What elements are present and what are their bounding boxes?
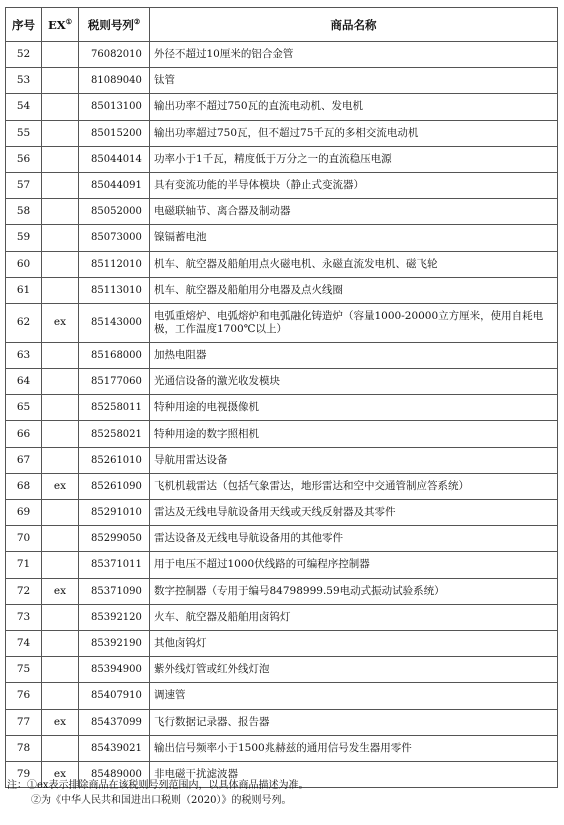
cell-code: 76082010 [79, 42, 150, 68]
cell-seq: 65 [6, 395, 42, 421]
header-code-label: 税则号列 [87, 17, 134, 32]
cell-name: 非电磁干扰滤波器 [150, 761, 558, 787]
cell-ex [42, 94, 79, 120]
cell-code: 85113010 [79, 277, 150, 303]
cell-code: 85143000 [79, 303, 150, 342]
cell-name: 导航用雷达设备 [150, 447, 558, 473]
cell-ex: ex [42, 473, 79, 499]
cell-name: 外径不超过10厘米的铝合金管 [150, 42, 558, 68]
cell-ex [42, 225, 79, 251]
header-ex [42, 8, 79, 42]
cell-code: 85371090 [79, 578, 150, 604]
cell-ex [42, 42, 79, 68]
cell-ex [42, 199, 79, 225]
cell-code: 85258011 [79, 395, 150, 421]
cell-seq: 68 [6, 473, 42, 499]
cell-ex: ex [42, 709, 79, 735]
cell-name: 输出功率不超过750瓦的直流电动机、发电机 [150, 94, 558, 120]
cell-code: 85291010 [79, 500, 150, 526]
table-row [6, 251, 558, 277]
cell-name: 飞机机载雷达（包括气象雷达，地形雷达和空中交通管制应答系统） [150, 473, 558, 499]
cell-seq: 64 [6, 369, 42, 395]
cell-seq: 53 [6, 68, 42, 94]
cell-seq: 54 [6, 94, 42, 120]
cell-name: 电弧重熔炉、电弧熔炉和电弧融化铸造炉（容量1000-20000立方厘米，使用自耗电极，工作温度1700℃以上） [150, 303, 558, 342]
cell-ex [42, 369, 79, 395]
cell-ex [42, 277, 79, 303]
cell-ex [42, 120, 79, 146]
cell-code: 85261090 [79, 473, 150, 499]
cell-name: 输出信号频率小于1500兆赫兹的通用信号发生器用零件 [150, 735, 558, 761]
header-code [79, 8, 150, 42]
cell-code: 85407910 [79, 683, 150, 709]
cell-code: 85258021 [79, 421, 150, 447]
cell-code: 85371011 [79, 552, 150, 578]
cell-code: 85299050 [79, 526, 150, 552]
cell-seq: 60 [6, 251, 42, 277]
cell-name: 输出功率超过750瓦，但不超过75千瓦的多相交流电动机 [150, 120, 558, 146]
cell-code: 85112010 [79, 251, 150, 277]
cell-seq: 57 [6, 172, 42, 198]
cell-name: 雷达设备及无线电导航设备用的其他零件 [150, 526, 558, 552]
cell-name: 具有变流功能的半导体模块（静止式变流器） [150, 172, 558, 198]
cell-seq: 59 [6, 225, 42, 251]
cell-seq: 78 [6, 735, 42, 761]
table-row [6, 120, 558, 146]
cell-seq: 72 [6, 578, 42, 604]
cell-code: 85392190 [79, 630, 150, 656]
table-body [6, 42, 558, 788]
cell-code: 85437099 [79, 709, 150, 735]
cell-ex [42, 395, 79, 421]
table-header-row [6, 8, 558, 42]
table-row [6, 199, 558, 225]
table-row [6, 473, 558, 499]
cell-code: 81089040 [79, 68, 150, 94]
cell-seq: 61 [6, 277, 42, 303]
cell-ex [42, 251, 79, 277]
cell-code: 85013100 [79, 94, 150, 120]
cell-ex: ex [42, 303, 79, 342]
table-row [6, 500, 558, 526]
cell-code: 85489000 [79, 761, 150, 787]
cell-name: 镍镉蓄电池 [150, 225, 558, 251]
cell-ex: ex [42, 761, 79, 787]
cell-seq: 66 [6, 421, 42, 447]
cell-ex [42, 735, 79, 761]
cell-name: 机车、航空器及船舶用分电器及点火线圈 [150, 277, 558, 303]
table-row [6, 526, 558, 552]
cell-ex [42, 604, 79, 630]
cell-code: 85439021 [79, 735, 150, 761]
cell-seq: 71 [6, 552, 42, 578]
header-seq: 序号 [6, 8, 42, 42]
table-row [6, 42, 558, 68]
cell-seq: 62 [6, 303, 42, 342]
cell-seq: 79 [6, 761, 42, 787]
table-row [6, 342, 558, 368]
cell-ex [42, 526, 79, 552]
cell-name: 功率小于1千瓦，精度低于万分之一的直流稳压电源 [150, 146, 558, 172]
cell-name: 调速管 [150, 683, 558, 709]
cell-ex [42, 342, 79, 368]
cell-seq: 73 [6, 604, 42, 630]
table-row [6, 421, 558, 447]
cell-ex [42, 630, 79, 656]
cell-ex [42, 683, 79, 709]
table-row [6, 303, 558, 342]
table-row [6, 578, 558, 604]
cell-name: 机车、航空器及船舶用点火磁电机、永磁直流发电机、磁飞轮 [150, 251, 558, 277]
table-row [6, 395, 558, 421]
cell-name: 特种用途的电视摄像机 [150, 395, 558, 421]
cell-name: 数字控制器（专用于编号84798999.59电动式振动试验系统） [150, 578, 558, 604]
cell-code: 85015200 [79, 120, 150, 146]
cell-name: 雷达及无线电导航设备用天线或天线反射器及其零件 [150, 500, 558, 526]
cell-code: 85044091 [79, 172, 150, 198]
cell-code: 85168000 [79, 342, 150, 368]
cell-name: 加热电阻器 [150, 342, 558, 368]
cell-name: 用于电压不超过1000伏线路的可编程序控制器 [150, 552, 558, 578]
cell-code: 85394900 [79, 657, 150, 683]
table-row [6, 552, 558, 578]
cell-seq: 63 [6, 342, 42, 368]
cell-name: 火车、航空器及船舶用卤钨灯 [150, 604, 558, 630]
cell-ex [42, 500, 79, 526]
table-row [6, 604, 558, 630]
table-row [6, 709, 558, 735]
cell-seq: 69 [6, 500, 42, 526]
table-row [6, 735, 558, 761]
footnotes [7, 778, 309, 808]
cell-name: 电磁联轴节、离合器及制动器 [150, 199, 558, 225]
cell-seq: 55 [6, 120, 42, 146]
table-row [6, 683, 558, 709]
table-row [6, 447, 558, 473]
table-row [6, 277, 558, 303]
cell-code: 85392120 [79, 604, 150, 630]
header-ex-footnote-mark: ① [65, 16, 72, 26]
table-row [6, 94, 558, 120]
cell-seq: 76 [6, 683, 42, 709]
header-name: 商品名称 [150, 8, 558, 42]
table-row [6, 369, 558, 395]
footnote-1: 注：①ex表示排除商品在该税则号列范围内，以具体商品描述为准。 [7, 780, 309, 791]
table-row [6, 657, 558, 683]
cell-seq: 67 [6, 447, 42, 473]
cell-code: 85044014 [79, 146, 150, 172]
table-row [6, 225, 558, 251]
footnote-2: ②为《中华人民共和国进出口税则（2020）》的税则号列。 [31, 795, 292, 806]
cell-ex [42, 172, 79, 198]
cell-name: 特种用途的数字照相机 [150, 421, 558, 447]
cell-code: 85052000 [79, 199, 150, 225]
cell-code: 85177060 [79, 369, 150, 395]
cell-ex [42, 146, 79, 172]
cell-name: 飞行数据记录器、报告器 [150, 709, 558, 735]
cell-ex [42, 447, 79, 473]
table-row [6, 172, 558, 198]
cell-ex [42, 68, 79, 94]
cell-seq: 74 [6, 630, 42, 656]
cell-seq: 56 [6, 146, 42, 172]
cell-seq: 70 [6, 526, 42, 552]
cell-name: 钛管 [150, 68, 558, 94]
cell-code: 85261010 [79, 447, 150, 473]
cell-seq: 52 [6, 42, 42, 68]
tariff-table [5, 7, 558, 788]
cell-ex: ex [42, 578, 79, 604]
table-row [6, 68, 558, 94]
header-code-footnote-mark: ② [133, 16, 141, 26]
cell-seq: 75 [6, 657, 42, 683]
cell-seq: 77 [6, 709, 42, 735]
table-row [6, 630, 558, 656]
header-ex-label: EX [48, 17, 66, 32]
cell-name: 紫外线灯管或红外线灯泡 [150, 657, 558, 683]
cell-name: 光通信设备的激光收发模块 [150, 369, 558, 395]
table-row [6, 146, 558, 172]
cell-ex [42, 421, 79, 447]
cell-name: 其他卤钨灯 [150, 630, 558, 656]
cell-ex [42, 657, 79, 683]
cell-ex [42, 552, 79, 578]
cell-code: 85073000 [79, 225, 150, 251]
cell-seq: 58 [6, 199, 42, 225]
